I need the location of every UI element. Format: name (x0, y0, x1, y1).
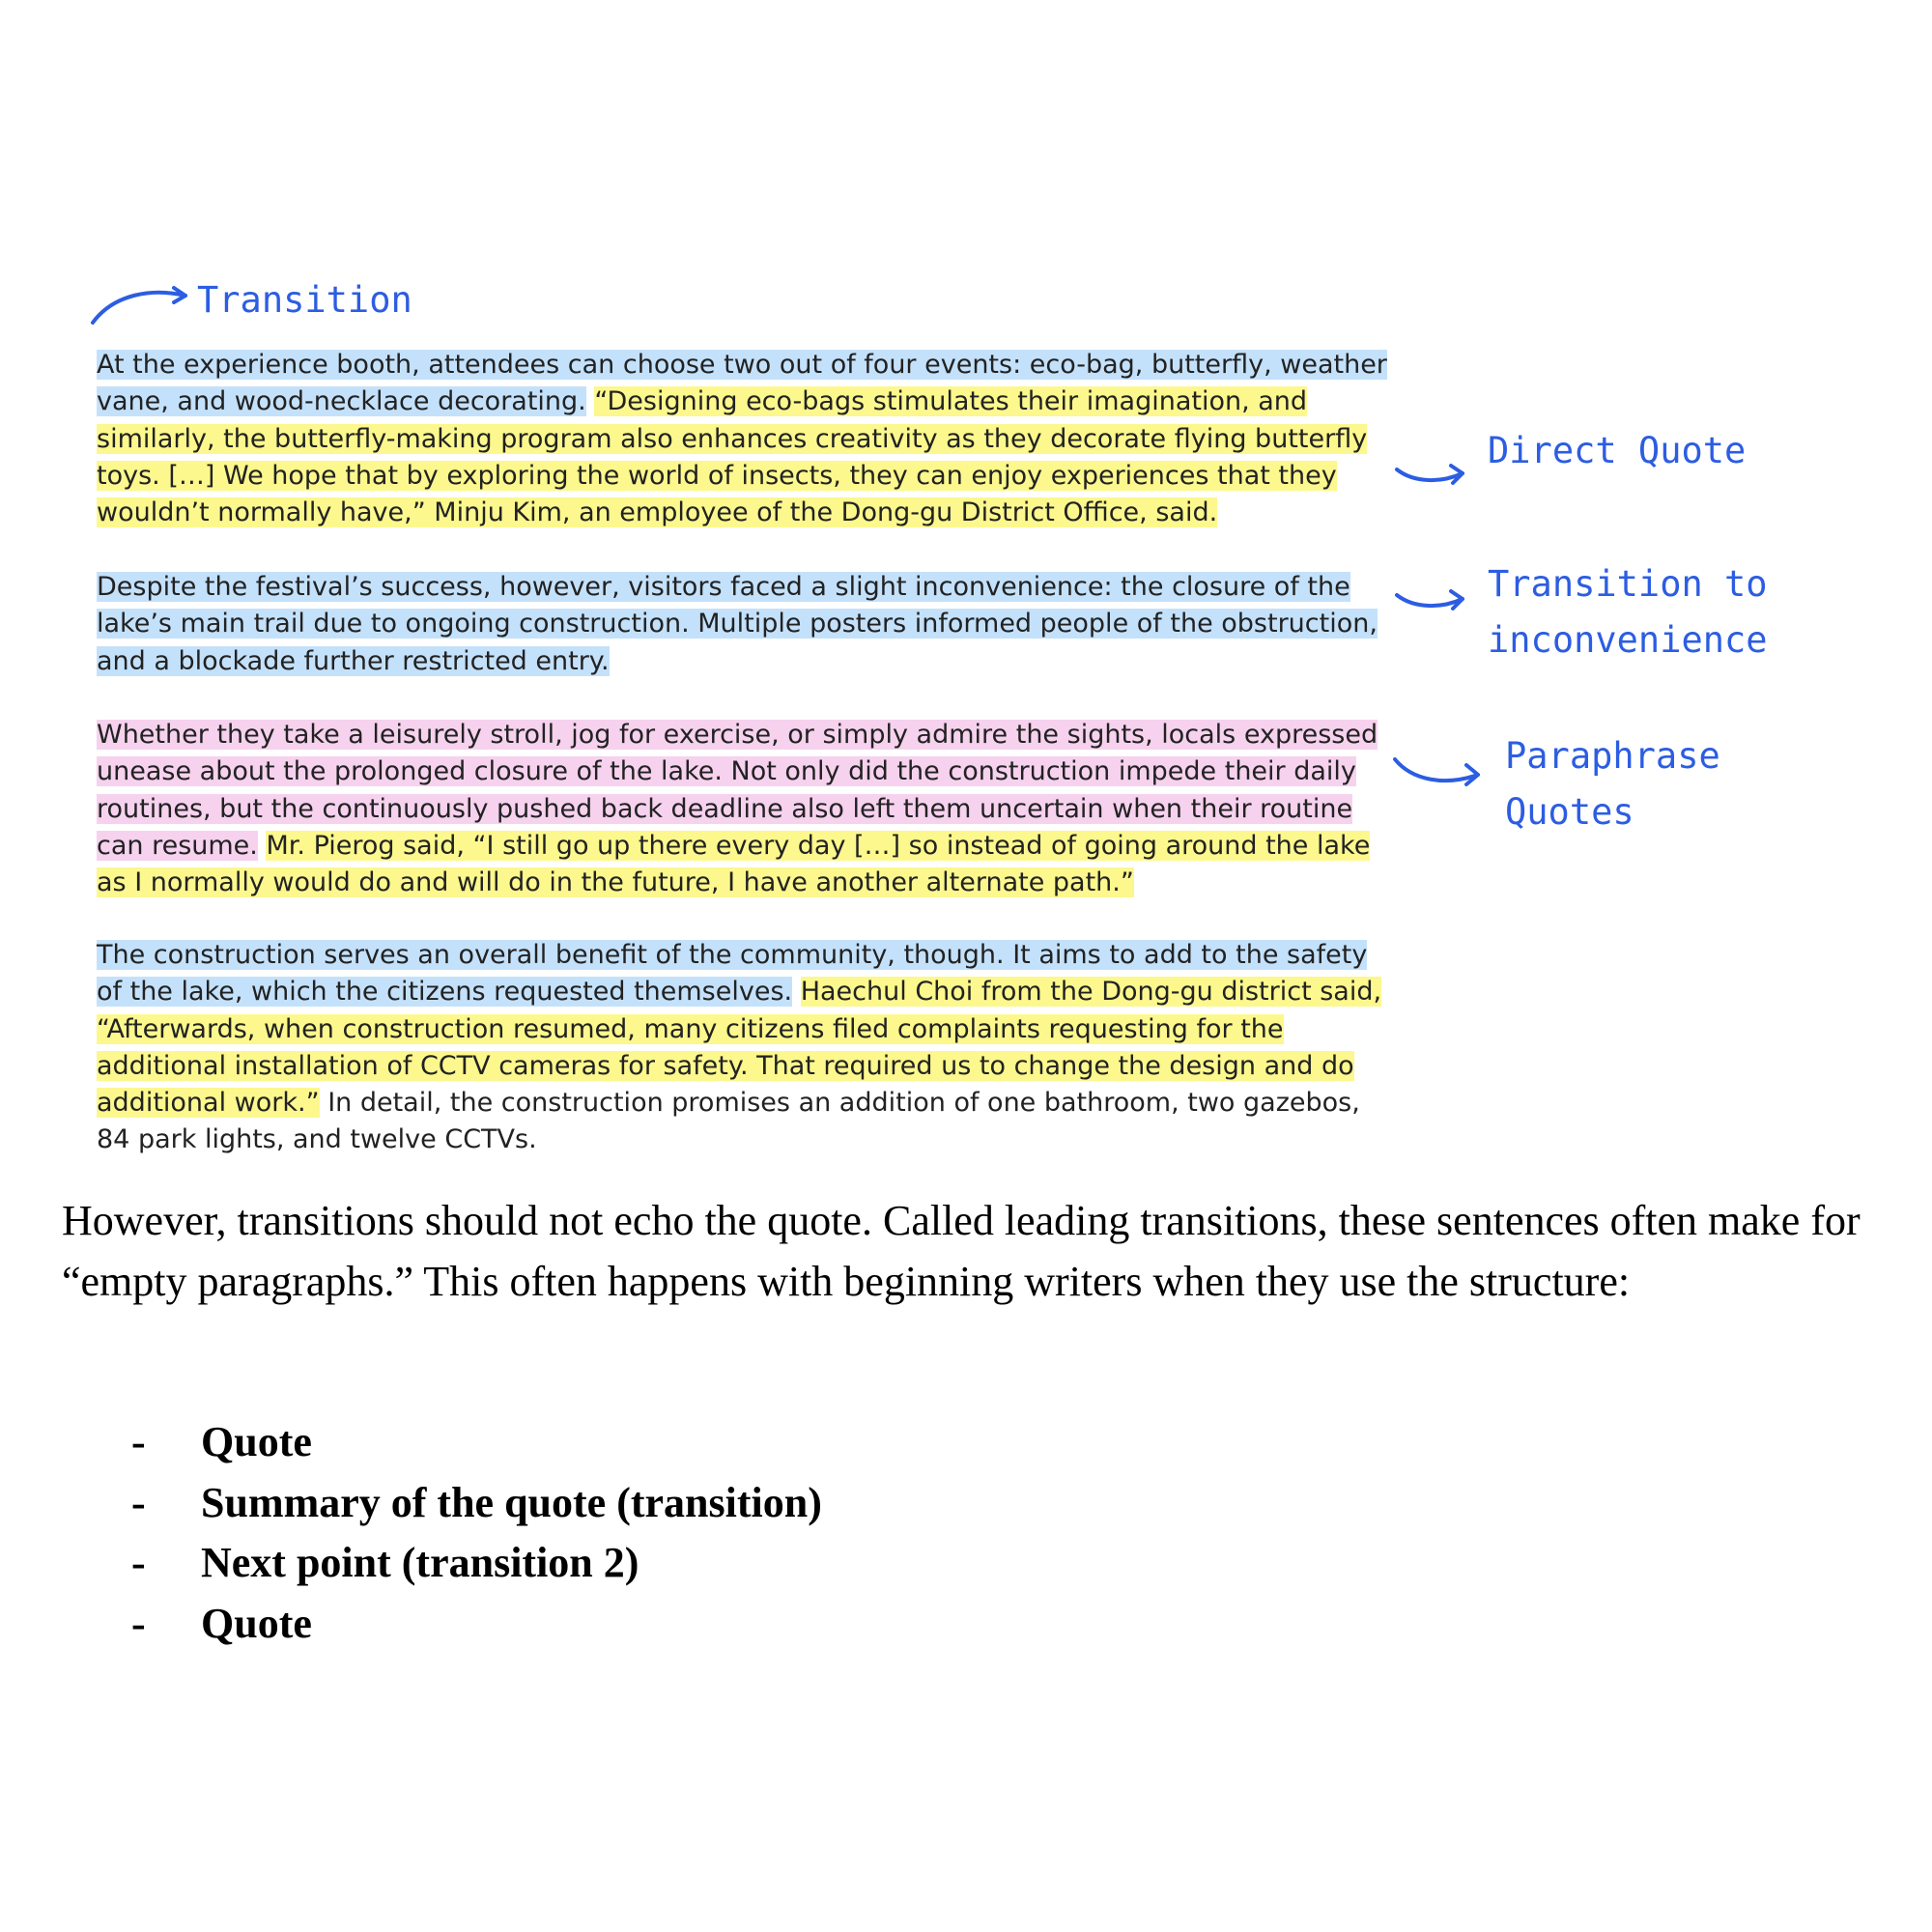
list-item-text: Quote (201, 1418, 312, 1465)
structure-list (0, 1412, 822, 1654)
list-item (0, 1533, 822, 1594)
direct-quote-highlight: Mr. Pierog said, “I still go up there every day […] so instead of going around the lake as I normally would do and will do in the future, I have another alternate path.” (97, 830, 1371, 898)
plain-text: In detail, the construction promises an addition of one bathroom, two gazebos, 84 park lights, and twelve CCTVs. (97, 1088, 1360, 1155)
transition-highlight: The construction serves an overall benefit of the community, though. It aims to add to the safety of the lake, which the citizens requested themselves. (97, 940, 1368, 1008)
list-bullet: - (131, 1418, 146, 1465)
excerpt-paragraph-1 (97, 347, 1391, 531)
excerpt-paragraph-2 (97, 569, 1391, 680)
list-item (0, 1473, 822, 1534)
curved-arrow-icon (1391, 753, 1488, 802)
direct-quote-highlight: “Designing eco-bags stimulates their imagination, and similarly, the butterfly-making program also enhances creativity as they decorate flying butterfly toys. […] We hope that by exploring the world of insects, they can enjoy experiences that they wouldn’t normally have,” Minju Kim, an employee of the Dong-gu District Office, said. (97, 386, 1368, 528)
curved-arrow-icon (1393, 585, 1470, 624)
curved-arrow-icon (87, 280, 193, 328)
list-item (0, 1594, 822, 1655)
list-item-text: Quote (201, 1599, 312, 1647)
annotation-transition: Transition (197, 279, 412, 321)
list-bullet: - (131, 1478, 146, 1526)
transition-highlight: At the experience booth, attendees can choose two out of four events: eco-bag, butterfly, weather vane, and wood-necklace decorating. (97, 350, 1387, 417)
paraphrase-highlight: Whether they take a leisurely stroll, jog for exercise, or simply admire the sights, locals expressed unease about the prolonged closure of the lake. Not only did the construction impede their daily routines, but the continuously pushed back deadline also left them uncertain when their routine can resume. (97, 720, 1378, 861)
annotation-paraphrase-quotes: Paraphrase Quotes (1505, 735, 1720, 833)
annotation-direct-quote: Direct Quote (1488, 430, 1747, 471)
list-item-text: Next point (transition 2) (201, 1539, 639, 1586)
list-item-text: Summary of the quote (transition) (201, 1478, 822, 1526)
list-item (0, 1412, 822, 1473)
excerpt-paragraph-3 (97, 717, 1391, 901)
list-bullet: - (131, 1539, 146, 1586)
curved-arrow-icon (1393, 458, 1470, 497)
excerpt-paragraph-4 (97, 937, 1391, 1159)
direct-quote-highlight: Haechul Choi from the Dong-gu district said, “Afterwards, when construction resumed, many citizens filed complaints requesting for the additional installation of CCTV cameras for safety. That required us to change the design and do additional work.” (97, 977, 1382, 1119)
body-paragraph: However, transitions should not echo the quote. Called leading transitions, these sentences often make for “empty paragraphs.” This often happens with beginning writers when they use the structure: (62, 1197, 1861, 1305)
list-bullet: - (131, 1599, 146, 1647)
annotation-transition-to-inconvenience: Transition to inconvenience (1488, 563, 1768, 661)
transition-highlight: Despite the festival’s success, however, visitors faced a slight inconvenience: the closure of the lake’s main trail due to ongoing construction. Multiple posters informed people of the obstruction, and a blockade further restricted entry. (97, 572, 1378, 676)
